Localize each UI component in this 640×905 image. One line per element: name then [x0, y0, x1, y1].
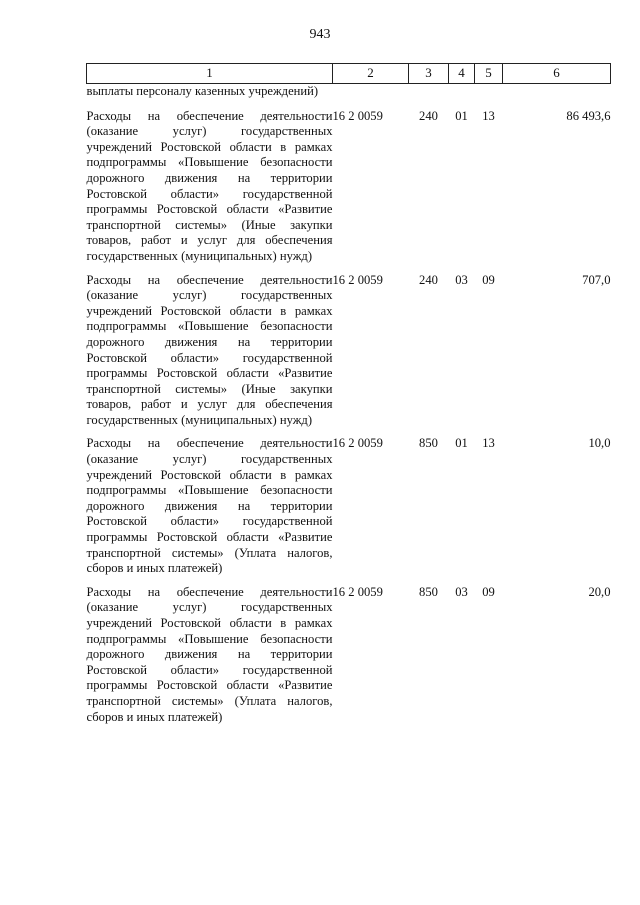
header-col-6: 6 [503, 64, 611, 84]
continuation-row [87, 84, 611, 109]
row-description: Расходы на обеспечение деятельности (оказание услуг) государственных учреждений Ростовской области в рамках подпрограммы «Повышение безопасности дорожного движения на территории Ростовской области» государственной программы Ростовской области «Развитие транспортной системы» (Иные закупки товаров, работ и услуг для обеспечения государственных (муниципальных) нужд) [86, 108, 333, 263]
row-section: 01 [455, 108, 468, 123]
header-col-5: 5 [475, 64, 503, 84]
row-section: 01 [455, 436, 468, 451]
header-col-4: 4 [449, 64, 475, 84]
table-row [87, 109, 611, 273]
row-description: Расходы на обеспечение деятельности (оказание услуг) государственных учреждений Ростовской области в рамках подпрограммы «Повышение безопасности дорожного движения на территории Ростовской области» государственной программы Ростовской области «Развитие транспортной системы» (Уплата налогов, сборов и иных платежей) [86, 436, 333, 576]
page-number: 943 [309, 27, 331, 42]
row-description: Расходы на обеспечение деятельности (оказание услуг) государственных учреждений Ростовской области в рамках подпрограммы «Повышение безопасности дорожного движения на территории Ростовской области» государственной программы Ростовской области «Развитие транспортной системы» (Уплата налогов, сборов и иных платежей) [86, 584, 333, 724]
row-amount: 10,0 [588, 436, 611, 451]
row-amount: 20,0 [588, 584, 611, 599]
header-col-1: 1 [87, 64, 333, 84]
row-subsection: 09 [482, 584, 495, 599]
row-subsection: 09 [482, 272, 495, 287]
budget-table [86, 63, 611, 733]
row-amount: 707,0 [582, 272, 611, 287]
row-target-code: 16 2 0059 [332, 584, 383, 599]
row-target-code: 16 2 0059 [332, 108, 383, 123]
row-expense-type: 850 [419, 436, 438, 451]
row-section: 03 [455, 272, 468, 287]
row-section: 03 [455, 584, 468, 599]
row-expense-type: 850 [419, 584, 438, 599]
row-description: Расходы на обеспечение деятельности (оказание услуг) государственных учреждений Ростовской области в рамках подпрограммы «Повышение безопасности дорожного движения на территории Ростовской области» государственной программы Ростовской области «Развитие транспортной системы» (Иные закупки товаров, работ и услуг для обеспечения государственных (муниципальных) нужд) [86, 272, 333, 427]
table-row [87, 585, 611, 733]
table-row [87, 273, 611, 437]
row-amount: 86 493,6 [566, 108, 611, 123]
table-row [87, 436, 611, 584]
row-expense-type: 240 [419, 272, 438, 287]
row-target-code: 16 2 0059 [332, 436, 383, 451]
row-target-code: 16 2 0059 [332, 272, 383, 287]
row-subsection: 13 [482, 108, 495, 123]
row-subsection: 13 [482, 436, 495, 451]
header-col-2: 2 [333, 64, 409, 84]
header-col-3: 3 [409, 64, 449, 84]
row-expense-type: 240 [419, 108, 438, 123]
continuation-text: выплаты персоналу казенных учреждений) [86, 84, 319, 98]
table-header-row [87, 64, 611, 84]
